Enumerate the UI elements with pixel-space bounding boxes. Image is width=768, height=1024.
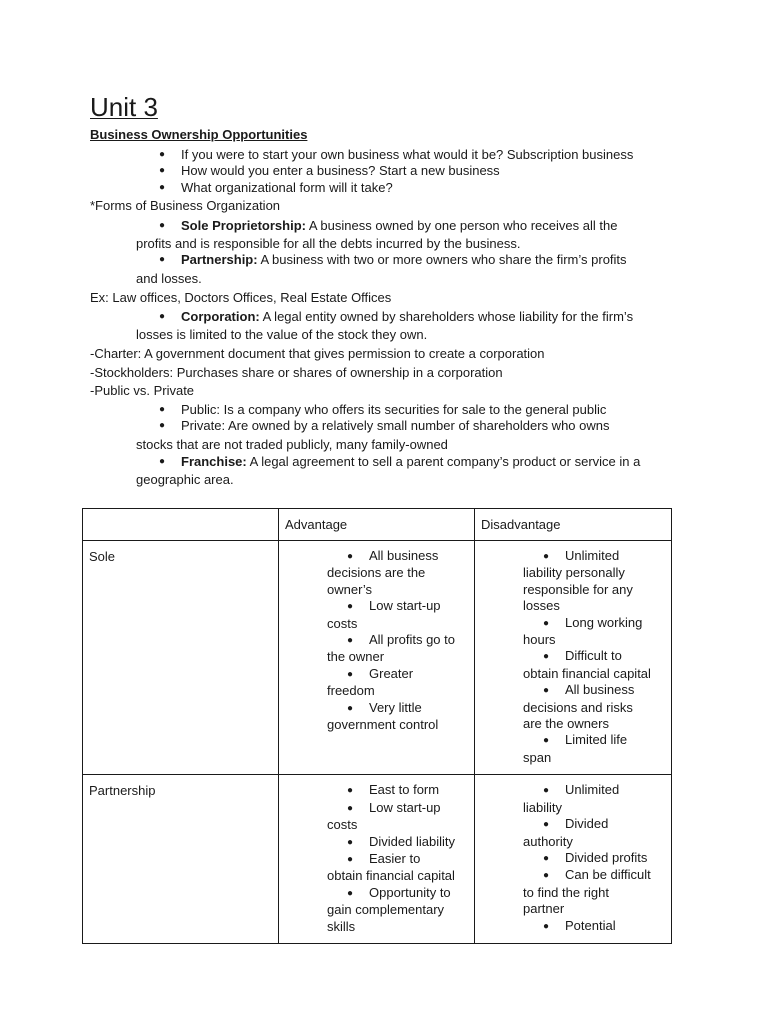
advantage-cell	[279, 541, 475, 775]
list-item-text: authority	[523, 833, 573, 849]
bullet-icon: ●	[347, 551, 354, 562]
list-item-text: skills	[327, 918, 356, 934]
list-item-text: owner’s	[327, 581, 373, 597]
bullet-icon: ●	[347, 785, 354, 797]
list-item	[327, 666, 464, 700]
definition-text: A business owned by one person who receives all the	[305, 218, 618, 233]
comparison-table	[82, 508, 672, 944]
list-item-text: liability personally	[523, 565, 625, 581]
list-item	[523, 548, 661, 615]
list-item-text: obtain financial capital	[327, 868, 455, 884]
bullet-icon: ●	[543, 735, 550, 747]
definition-partnership	[181, 251, 627, 268]
bullet-icon: ●	[543, 870, 550, 882]
list-item	[327, 632, 464, 666]
table-row	[83, 775, 672, 944]
stockholders-line: -Stockholders: Purchases share or shares of ownership in a corporation	[90, 365, 503, 380]
bullet-icon: ●	[543, 617, 550, 629]
list-item-text: costs	[327, 615, 358, 631]
list-item-text: Greater	[369, 665, 414, 681]
definition-text: profits and is responsible for all the debts incurred by the business.	[136, 236, 521, 251]
list-item	[523, 682, 661, 732]
list-item	[523, 648, 661, 682]
list-item-text: Opportunity to	[369, 884, 451, 900]
definition-text: losses is limited to the value of the stock they own.	[136, 327, 428, 342]
list-item-text: government control	[327, 717, 439, 733]
term-label: Partnership:	[181, 252, 258, 267]
list-item-text: decisions and risks	[523, 699, 633, 715]
bullet-icon: ●	[543, 920, 550, 932]
list-item	[327, 782, 464, 799]
row-label-cell	[83, 541, 279, 775]
list-item-text: Low start-up	[369, 799, 441, 815]
list-item-text: Difficult to	[565, 648, 622, 664]
header-cell	[83, 509, 279, 541]
term-label: Sole Proprietorship:	[181, 218, 306, 233]
bullet-icon: ●	[347, 635, 354, 647]
list-item-text: Potential	[565, 917, 616, 933]
list-item-text: Unlimited	[565, 782, 620, 798]
list-item	[523, 816, 661, 850]
bullet-icon: ●	[543, 819, 550, 831]
list-item-text: losses	[523, 598, 560, 614]
definition-text: A legal entity owned by shareholders whose liability for the firm’s	[259, 309, 634, 324]
public-private-line: -Public vs. Private	[90, 383, 195, 398]
list-item-text: decisions are the	[327, 565, 426, 581]
list-item-text: are the owners	[523, 716, 609, 732]
list-item	[523, 850, 661, 867]
forms-heading: *Forms of Business Organization	[90, 198, 281, 213]
list-item-text: Easier to	[369, 850, 421, 866]
question-item: ● If you were to start your own business what would it be? Subscription business	[181, 146, 633, 163]
disadvantage-cell	[475, 775, 672, 944]
list-item-text: liability	[523, 799, 563, 815]
list-item-text: Can be difficult	[565, 867, 651, 883]
list-item	[523, 918, 661, 935]
disadvantage-cell	[475, 541, 672, 775]
definition-text: geographic area.	[136, 472, 234, 487]
table-row	[83, 541, 672, 775]
list-item-text: Low start-up	[369, 598, 441, 614]
row-label: Partnership	[89, 783, 156, 799]
bullet-icon: ●	[543, 551, 550, 562]
definition-text: A business with two or more owners who share the firm’s profits	[257, 252, 627, 267]
list-item-text: All profits go to	[369, 632, 455, 648]
list-item	[523, 732, 661, 766]
bullet-icon: ●	[347, 887, 354, 899]
bullet-icon: ●	[543, 685, 550, 697]
list-item-text: partner	[523, 901, 565, 917]
term-label: Franchise:	[181, 454, 247, 469]
definition-text: A legal agreement to sell a parent company’s product or service in a	[246, 454, 641, 469]
list-item	[523, 867, 661, 917]
private-item: ● Private: Are owned by a relatively small number of shareholders who owns	[181, 417, 610, 434]
bullet-icon: ●	[347, 836, 354, 848]
list-item	[327, 851, 464, 885]
table-header-row	[83, 509, 672, 541]
page-title: Unit 3	[90, 92, 158, 122]
list-item	[327, 598, 464, 632]
private-item-cont: stocks that are not traded publicly, many family-owned	[136, 437, 448, 452]
list-item-text: Divided profits	[565, 849, 648, 865]
bullet-icon: ●	[347, 668, 354, 680]
definition-corporation	[181, 308, 633, 325]
list-item-text: span	[523, 749, 552, 765]
row-label-cell	[83, 775, 279, 944]
list-item-text: to find the right	[523, 884, 609, 900]
list-item-text: costs	[327, 817, 358, 833]
list-item	[327, 700, 464, 734]
row-label: Sole	[89, 549, 116, 564]
list-item-text: Very little	[369, 699, 422, 715]
list-item-text: Long working	[565, 614, 643, 630]
bullet-icon: ●	[543, 651, 550, 663]
bullet-icon: ●	[543, 785, 550, 797]
question-item: ● How would you enter a business? Start a new business	[181, 162, 500, 179]
list-item-text: East to form	[369, 782, 440, 798]
list-item-text: obtain financial capital	[523, 665, 651, 681]
list-item	[523, 615, 661, 649]
list-item-text: All business	[369, 548, 439, 563]
header-cell-advantage: Advantage	[279, 509, 475, 541]
list-item-text: freedom	[327, 683, 375, 699]
definition-text: and losses.	[136, 271, 202, 286]
definition-franchise	[181, 453, 640, 470]
definition-sole	[181, 217, 617, 234]
header-cell-disadvantage: Disadvantage	[475, 509, 672, 541]
list-item	[327, 834, 464, 851]
advantage-cell	[279, 775, 475, 944]
list-item	[327, 548, 464, 598]
list-item-text: hours	[523, 632, 556, 648]
public-item: ● Public: Is a company who offers its securities for sale to the general public	[181, 401, 606, 418]
list-item	[523, 782, 661, 816]
list-item-text: Limited life	[565, 732, 628, 748]
question-item: ● What organizational form will it take?	[181, 179, 393, 196]
list-item-text: the owner	[327, 649, 385, 665]
example-line: Ex: Law offices, Doctors Offices, Real Estate Offices	[90, 290, 392, 305]
term-label: Corporation:	[181, 309, 260, 324]
list-item-text: Divided	[565, 816, 609, 832]
bullet-icon: ●	[347, 702, 354, 714]
bullet-icon: ●	[347, 802, 354, 814]
bullet-icon: ●	[543, 852, 550, 864]
list-item-text: responsible for any	[523, 581, 633, 597]
bullet-icon: ●	[347, 601, 354, 613]
section-heading: Business Ownership Opportunities	[90, 127, 308, 142]
charter-line: -Charter: A government document that gives permission to create a corporation	[90, 346, 545, 361]
list-item-text: gain complementary	[327, 902, 445, 918]
list-item-text: Divided liability	[369, 833, 455, 849]
list-item	[327, 885, 464, 935]
list-item-text: Unlimited	[565, 548, 620, 563]
list-item	[327, 800, 464, 834]
list-item-text: All business	[565, 682, 635, 698]
bullet-icon: ●	[347, 853, 354, 865]
